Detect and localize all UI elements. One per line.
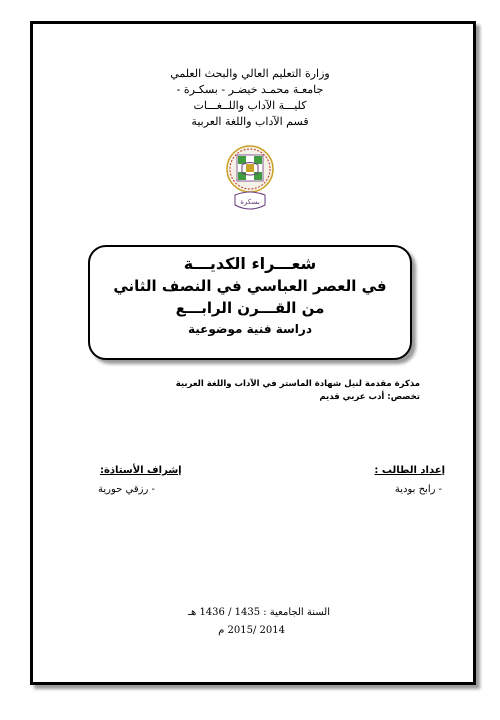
ministry-line: وزارة التعليم العالي والبحث العلمي <box>170 67 330 80</box>
thesis-specialty: تخصص: أدب عربي قديم <box>319 392 420 402</box>
title-subtitle: دراسة فنية موضوعية <box>188 322 312 336</box>
institution-header <box>150 66 350 130</box>
university-emblem-icon <box>225 143 275 221</box>
supervisor-label: إشراف الأستاذة: <box>100 465 182 476</box>
year-hijri: السنة الجامعية : 1435 / 1436 هـ <box>188 607 330 618</box>
department-line: قسم الآداب واللغة العربية <box>191 115 309 128</box>
year-gregorian: 2014 /2015 م <box>218 625 285 636</box>
title-line-2: في العصر العباسي في النصف الثاني <box>113 277 387 295</box>
faculty-line: كليـــة الآداب واللــغـــات <box>193 99 307 112</box>
university-line: جامعـة محمـد خيضـر - بسكـرة - <box>176 83 324 96</box>
title-line-3: من القـــرن الرابـــع <box>175 299 325 317</box>
academic-year <box>170 604 330 640</box>
supervisor-name: - رزقي حورية <box>98 484 155 495</box>
logo-caption: بسكرة <box>240 198 260 206</box>
thesis-description <box>120 378 420 404</box>
title-line-1: شعـــراء الكديـــة <box>183 254 317 273</box>
thesis-title <box>96 253 404 339</box>
student-name: - رابح بودية <box>394 484 442 495</box>
student-label: إعداد الطالب : <box>374 465 445 476</box>
thesis-purpose: مذكرة مقدمة لنيل شهادة الماستر في الآداب واللغة العربية <box>175 379 420 389</box>
